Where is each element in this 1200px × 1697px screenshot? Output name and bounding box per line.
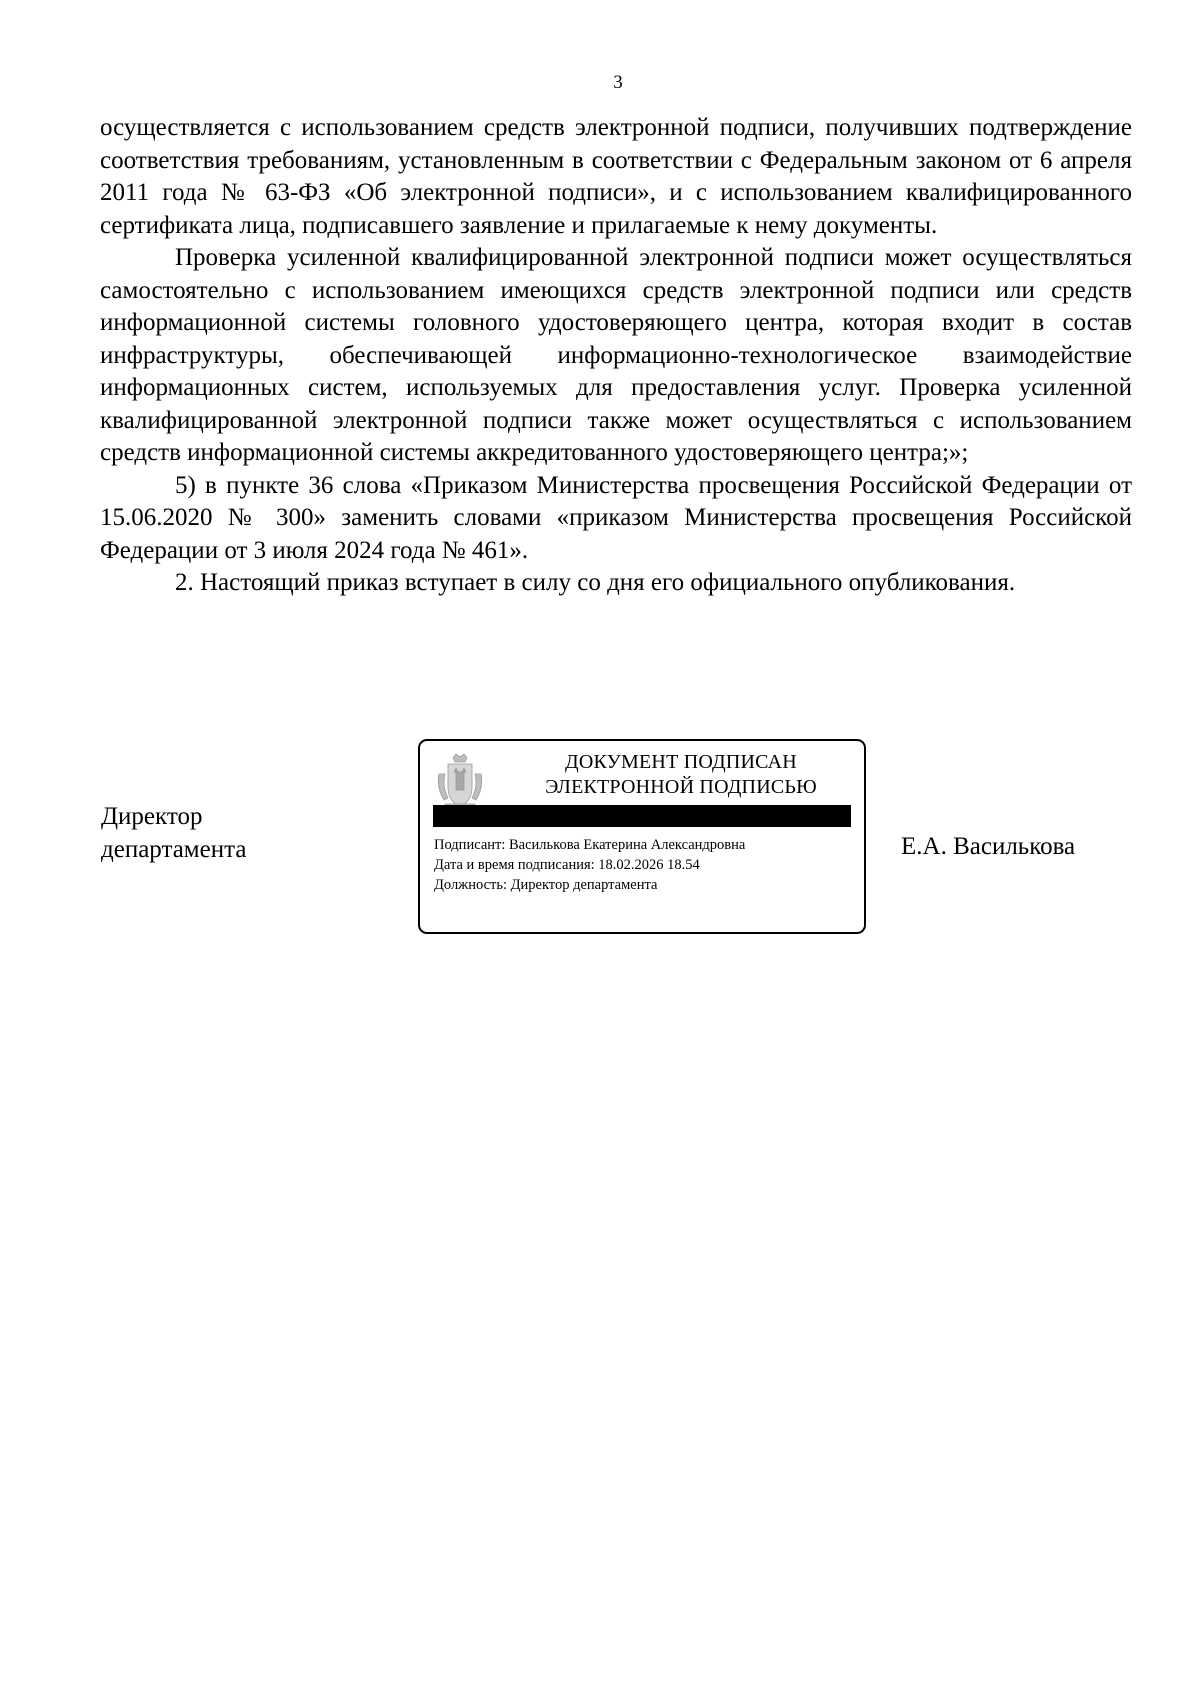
body-paragraph: 2. Настоящий приказ вступает в силу со дня его официального опубликования. [175,569,1016,596]
body-paragraph: Проверка усиленной квалифицированной электронной подписи может осуществляться самостоятельно с использованием имеющихся средств электронной подписи или средств информационной системы головного удостоверяющего центра, которая входит в состав инфраструктуры, обеспечивающей информационно-технологическое взаимодействие информационных систем, используемых для предоставления услуг. Проверка усиленной квалифицированной электронной подписи также может осуществляться с использованием средств информационной системы аккредитованного удостоверяющего центра;»; [100,244,1132,466]
signer-position-line: Директор [101,803,203,830]
body-paragraph: 5) в пункте 36 слова «Приказом Министерства просвещения Российской Федерации от 15.06.2020 № 300» заменить словами «приказом Министерства просвещения Российской Федерации от 3 июля 2024 года № 461». [100,471,1132,564]
stamp-datetime: Дата и время подписания: 18.02.2026 18.54 [434,857,700,873]
stamp-title-line: ДОКУМЕНТ ПОДПИСАН [565,751,797,773]
stamp-details [434,835,745,895]
stamp-title [520,750,842,800]
document-body [100,112,1132,600]
signer-position-line: департамента [101,836,247,863]
signer-position [101,800,246,866]
redaction-bar [433,805,851,827]
coat-of-arms-icon [435,752,485,812]
stamp-signer: Подписант: Василькова Екатерина Александровна [434,837,746,853]
stamp-position: Должность: Директор департамента [434,877,658,893]
body-paragraph: осуществляется с использованием средств электронной подписи, получивших подтверждение соответствия требованиям, установленным в соответствии с Федеральным законом от 6 апреля 2011 года № 63-ФЗ «Об электронной подписи», и с использованием квалифицированного сертификата лица, подписавшего заявление и прилагаемые к нему документы. [100,114,1132,239]
page-number: 3 [613,72,623,93]
electronic-signature-stamp [418,739,866,934]
stamp-title-line: ЭЛЕКТРОННОЙ ПОДПИСЬЮ [545,776,817,798]
signer-name: Е.А. Василькова [901,833,1076,860]
